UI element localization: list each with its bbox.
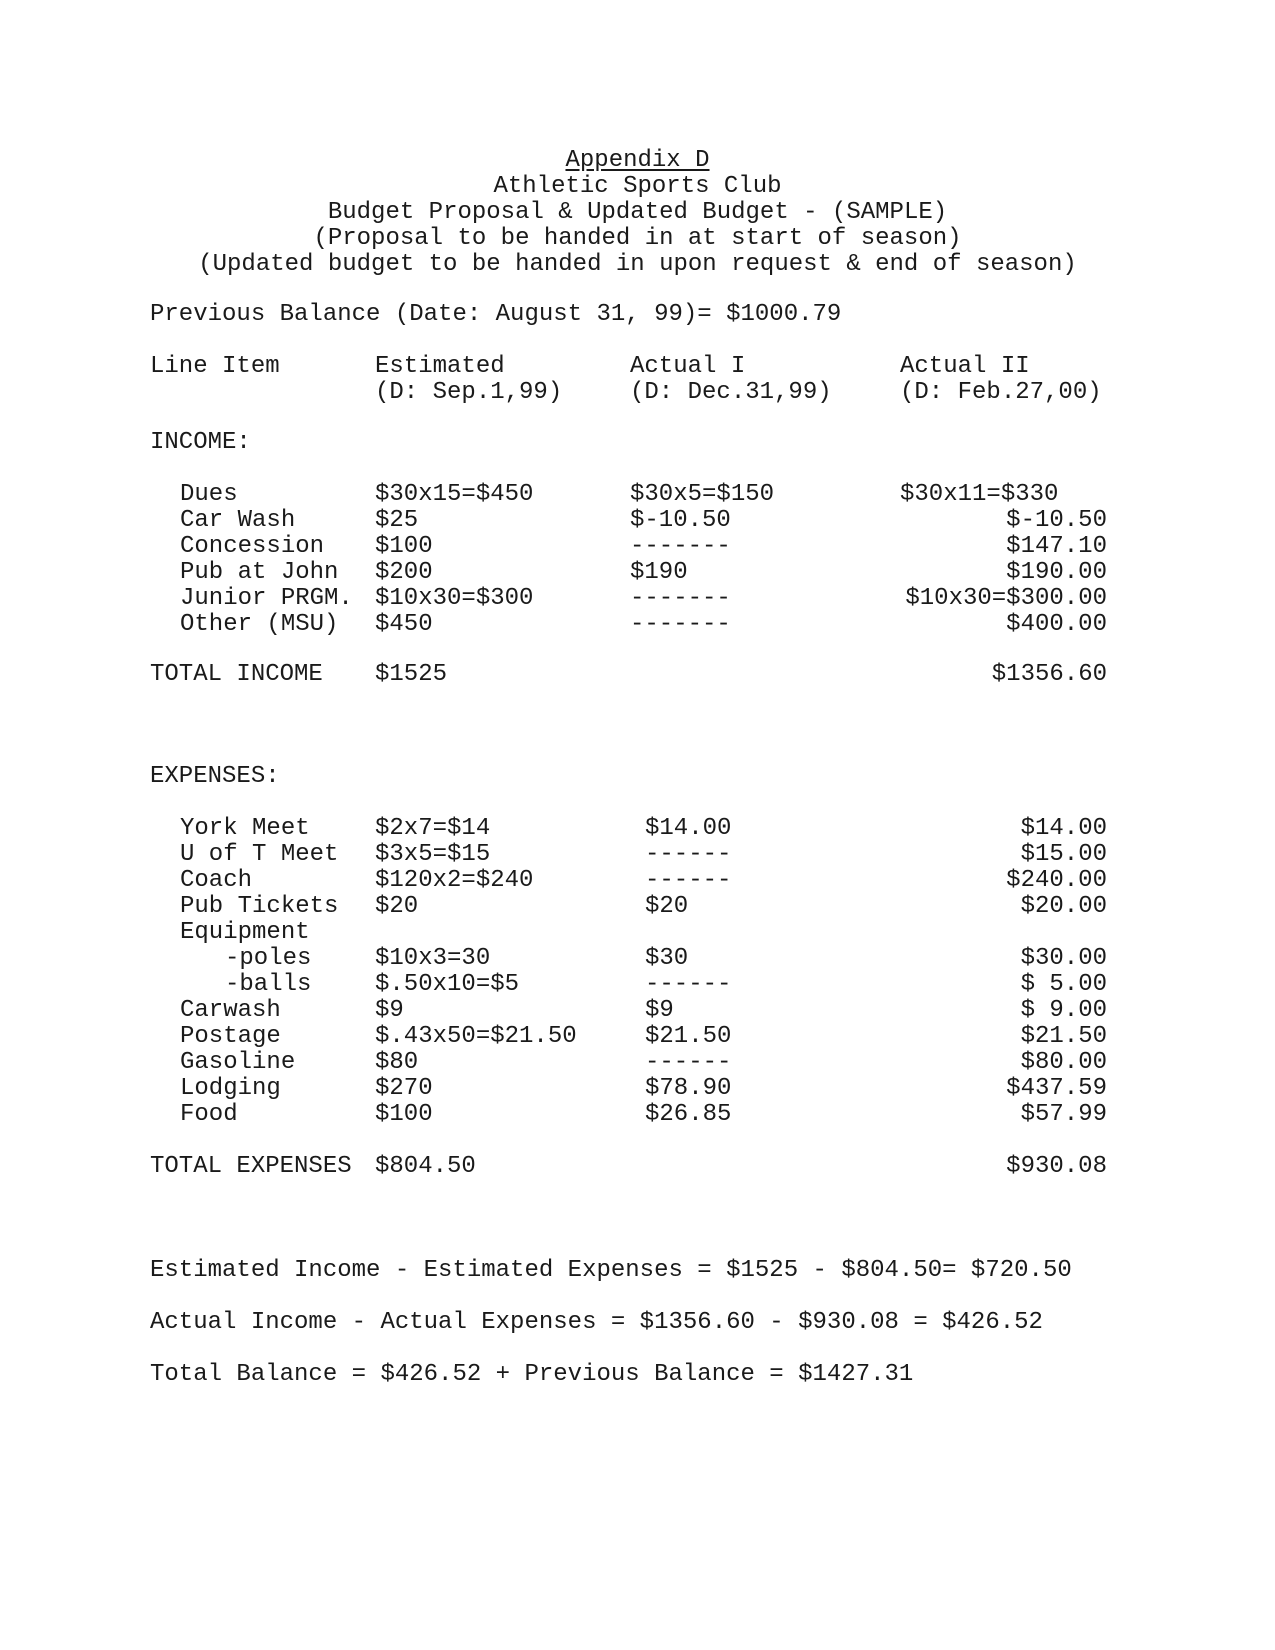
expense-actual-1: $26.85 — [645, 1101, 732, 1128]
expense-item: Pub Tickets — [180, 893, 339, 920]
income-item: Junior PRGM. — [180, 585, 353, 612]
expense-actual-1: $78.90 — [645, 1075, 732, 1102]
expense-estimated: $100 — [375, 1101, 433, 1128]
expense-actual-2: $14.00 — [1020, 815, 1107, 842]
income-actual-2: $10x30=$300.00 — [905, 585, 1107, 612]
expense-item: York Meet — [180, 815, 310, 842]
expense-actual-2: $ 9.00 — [1020, 997, 1107, 1024]
total-expenses-label: TOTAL EXPENSES — [150, 1153, 352, 1180]
summary-total-balance: Total Balance = $426.52 + Previous Balance = $1427.31 — [150, 1361, 914, 1388]
total-income-label: TOTAL INCOME — [150, 661, 323, 688]
proposal-note: (Proposal to be handed in at start of season) — [313, 225, 962, 252]
expense-actual-2: $80.00 — [1020, 1049, 1107, 1076]
expense-actual-2: $ 5.00 — [1020, 971, 1107, 998]
expense-estimated: $.43x50=$21.50 — [375, 1023, 577, 1050]
income-estimated: $10x30=$300 — [375, 585, 534, 612]
income-estimated: $25 — [375, 507, 419, 534]
income-actual-1: $190 — [630, 559, 688, 586]
total-expenses-actual-2: $930.08 — [1006, 1153, 1107, 1180]
update-note: (Updated budget to be handed in upon request & end of season) — [198, 251, 1077, 278]
income-estimated: $200 — [375, 559, 433, 586]
expense-actual-2: $30.00 — [1020, 945, 1107, 972]
column-date-actual-1: (D: Dec.31,99) — [630, 379, 832, 406]
expense-estimated: $3x5=$15 — [375, 841, 491, 868]
expense-actual-1: $20 — [645, 893, 689, 920]
income-actual-2: $190.00 — [1006, 559, 1107, 586]
income-estimated: $450 — [375, 611, 433, 638]
income-actual-2: $-10.50 — [1006, 507, 1107, 534]
expense-estimated: $.50x10=$5 — [375, 971, 520, 998]
column-date-estimated: (D: Sep.1,99) — [375, 379, 563, 406]
income-item: Car Wash — [180, 507, 296, 534]
column-header-actual-1: Actual I — [630, 353, 746, 380]
income-item: Concession — [180, 533, 325, 560]
column-date-actual-2: (D: Feb.27,00) — [900, 379, 1102, 406]
expense-item: Carwash — [180, 997, 281, 1024]
appendix-title: Appendix D — [565, 147, 710, 174]
income-actual-2: $147.10 — [1006, 533, 1107, 560]
expense-actual-2: $57.99 — [1020, 1101, 1107, 1128]
expense-actual-1: $30 — [645, 945, 689, 972]
expense-item: -poles — [225, 945, 312, 972]
expense-estimated: $10x3=30 — [375, 945, 491, 972]
income-actual-1: ------- — [630, 533, 731, 560]
expense-actual-1: ------ — [645, 841, 732, 868]
expense-actual-1: ------ — [645, 867, 732, 894]
expense-actual-2: $240.00 — [1006, 867, 1107, 894]
total-income-estimated: $1525 — [375, 661, 448, 688]
expense-item: Lodging — [180, 1075, 281, 1102]
income-actual-1: ------- — [630, 611, 731, 638]
income-actual-2: $30x11=$330 — [900, 481, 1059, 508]
total-expenses-estimated: $804.50 — [375, 1153, 476, 1180]
expense-estimated: $270 — [375, 1075, 433, 1102]
document-title: Budget Proposal & Updated Budget - (SAMPLE) — [327, 199, 948, 226]
expense-actual-2: $21.50 — [1020, 1023, 1107, 1050]
expense-actual-1: ------ — [645, 971, 732, 998]
total-income-actual-2: $1356.60 — [991, 661, 1107, 688]
income-actual-1: ------- — [630, 585, 731, 612]
expense-item: -balls — [225, 971, 312, 998]
column-header-actual-2: Actual II — [900, 353, 1030, 380]
expense-item: Equipment — [180, 919, 310, 946]
expense-item: Food — [180, 1101, 238, 1128]
income-estimated: $30x15=$450 — [375, 481, 534, 508]
column-header-estimated: Estimated — [375, 353, 505, 380]
expense-estimated: $80 — [375, 1049, 419, 1076]
expense-estimated: $120x2=$240 — [375, 867, 534, 894]
expense-actual-1: ------ — [645, 1049, 732, 1076]
expense-estimated: $20 — [375, 893, 419, 920]
expense-item: Coach — [180, 867, 253, 894]
income-heading: INCOME: — [150, 429, 251, 456]
income-item: Other (MSU) — [180, 611, 339, 638]
expense-actual-1: $21.50 — [645, 1023, 732, 1050]
expense-item: Postage — [180, 1023, 281, 1050]
expense-estimated: $9 — [375, 997, 404, 1024]
expense-item: Gasoline — [180, 1049, 296, 1076]
expense-estimated: $2x7=$14 — [375, 815, 491, 842]
expense-actual-2: $15.00 — [1020, 841, 1107, 868]
summary-estimated: Estimated Income - Estimated Expenses = $1525 - $804.50= $720.50 — [150, 1257, 1072, 1284]
income-item: Pub at John — [180, 559, 339, 586]
income-item: Dues — [180, 481, 238, 508]
club-name: Athletic Sports Club — [493, 173, 782, 200]
summary-actual: Actual Income - Actual Expenses = $1356.60 - $930.08 = $426.52 — [150, 1309, 1043, 1336]
expense-item: U of T Meet — [180, 841, 339, 868]
expenses-heading: EXPENSES: — [150, 763, 280, 790]
income-actual-2: $400.00 — [1006, 611, 1107, 638]
income-estimated: $100 — [375, 533, 433, 560]
previous-balance: Previous Balance (Date: August 31, 99)= $1000.79 — [150, 301, 842, 328]
column-header-line-item: Line Item — [150, 353, 280, 380]
expense-actual-1: $9 — [645, 997, 674, 1024]
income-actual-1: $-10.50 — [630, 507, 731, 534]
expense-actual-2: $437.59 — [1006, 1075, 1107, 1102]
expense-actual-2: $20.00 — [1020, 893, 1107, 920]
income-actual-1: $30x5=$150 — [630, 481, 775, 508]
expense-actual-1: $14.00 — [645, 815, 732, 842]
